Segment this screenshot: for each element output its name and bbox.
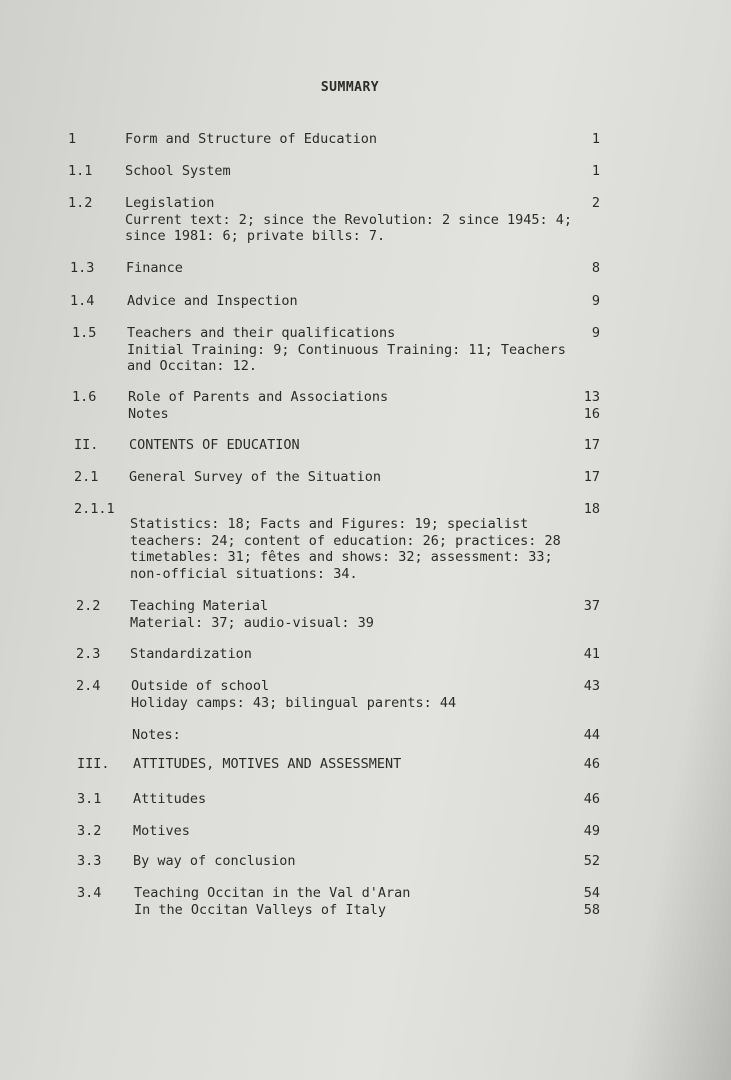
section-detail: Initial Training: 9; Continuous Training: 11; Teachers [127,341,566,358]
section-heading: Teachers and their qualifications [127,325,396,341]
section-heading: General Survey of the Situation [129,469,381,485]
section-detail: Material: 37; audio-visual: 39 [130,614,374,631]
page-number-value: 44 [583,727,600,743]
section-heading: Statistics: 18; Facts and Figures: 19; specialist [130,516,529,532]
section-number: 1.3 [70,260,95,276]
page-number [560,853,600,870]
page-number [560,598,600,615]
page-number-value: 2 [591,195,600,211]
page-number-value: 17 [583,469,600,485]
page-number [560,756,600,773]
section-number: 3.3 [77,853,102,869]
section-text [133,756,588,773]
section-detail: non-official situations: 34. [130,565,358,582]
section-number: III. [77,756,110,772]
section-heading: By way of conclusion [133,853,296,869]
section-number: 3.1 [77,791,102,807]
section-heading: Motives [133,823,190,839]
section-text [130,598,585,631]
page-number-value: 18 [583,501,600,517]
section-number: 1.5 [72,325,97,341]
section-number: 1.6 [72,389,97,405]
section-detail: and Occitan: 12. [127,358,258,374]
section-text [129,469,584,486]
section-number: 1.1 [68,163,93,179]
page-number-value: 58 [583,901,600,918]
page-number [560,195,600,212]
page-number-value: 52 [583,853,600,869]
page-number [560,131,600,148]
page-number-value: 16 [583,405,600,422]
section-text [130,646,585,663]
page-number [560,885,600,918]
section-heading: Teaching Occitan in the Val d'Aran [134,885,411,901]
section-number: 2.1 [74,469,99,485]
page-number [560,437,600,454]
section-heading: Notes: [132,727,181,743]
page-number-value: 8 [591,260,600,276]
section-number: 3.4 [77,885,102,901]
section-detail: since 1981: 6; private bills: 7. [125,228,386,244]
section-text [125,131,580,148]
section-heading: Teaching Material [130,598,269,614]
page-number-value [560,516,600,533]
page-number-value: 54 [583,885,600,901]
page-number [560,293,600,310]
section-number: 2.4 [76,678,101,694]
section-heading: ATTITUDES, MOTIVES AND ASSESSMENT [133,756,402,772]
section-text [127,293,582,310]
page-number [560,678,600,695]
page-number [560,325,600,342]
section-heading: CONTENTS OF EDUCATION [129,437,300,453]
section-detail: Notes [128,405,169,422]
section-detail: timetables: 31; fêtes and shows: 32; assessment: 33; [130,549,553,565]
page-title: SUMMARY [320,80,380,95]
page-number-value: 41 [583,646,600,662]
section-detail: In the Occitan Valleys of Italy [134,901,386,918]
section-text [133,791,588,808]
section-text [134,885,589,918]
section-detail: Current text: 2; since the Revolution: 2 since 1945: 4; [125,211,573,228]
section-text [133,853,588,870]
page-number-value: 17 [583,437,600,453]
page-number-value: 37 [583,598,600,614]
section-text [132,727,587,744]
page-number [560,823,600,840]
section-number: 3.2 [77,823,102,839]
page-number [560,163,600,180]
section-detail: Holiday camps: 43; bilingual parents: 44 [131,694,457,711]
page-number [560,469,600,486]
page-number [560,727,600,744]
page-number-value: 46 [583,791,600,807]
section-heading: Role of Parents and Associations [128,389,389,405]
page-number-value: 46 [583,756,600,772]
section-heading: Legislation [125,195,215,211]
section-text [129,437,584,454]
section-text [125,163,580,180]
page-number-value: 43 [583,678,600,694]
section-number: II. [74,437,99,453]
section-text [131,678,586,711]
section-text [125,195,580,245]
section-heading: Attitudes [133,791,207,807]
section-number: 2.2 [76,598,101,614]
section-number: 1.4 [70,293,95,309]
page-number-value: 9 [591,325,600,341]
page-number [560,260,600,277]
section-number: 1 [68,131,77,147]
section-text [127,325,582,375]
section-heading: Advice and Inspection [127,293,298,309]
page-number [560,389,600,422]
section-heading: Finance [126,260,183,276]
section-heading: Form and Structure of Education [125,131,377,147]
page-number [560,791,600,808]
section-number: 2.1.1 [74,501,115,517]
section-number: 2.3 [76,646,101,662]
section-detail: teachers: 24; content of education: 26; practices: 28 [130,532,561,549]
page-number-value: 13 [583,389,600,405]
page-number-value: 49 [583,823,600,839]
section-text [128,389,583,422]
section-heading: Outside of school [131,678,270,694]
page-number-value: 1 [591,131,600,147]
page-number-value: 9 [591,293,600,309]
section-text [126,260,581,277]
section-text [130,516,585,582]
page-number [560,646,600,663]
page-number [560,516,600,533]
section-number: 1.2 [68,195,93,211]
section-heading: Standardization [130,646,252,662]
page-number-value: 1 [591,163,600,179]
section-text [133,823,588,840]
section-heading: School System [125,163,231,179]
